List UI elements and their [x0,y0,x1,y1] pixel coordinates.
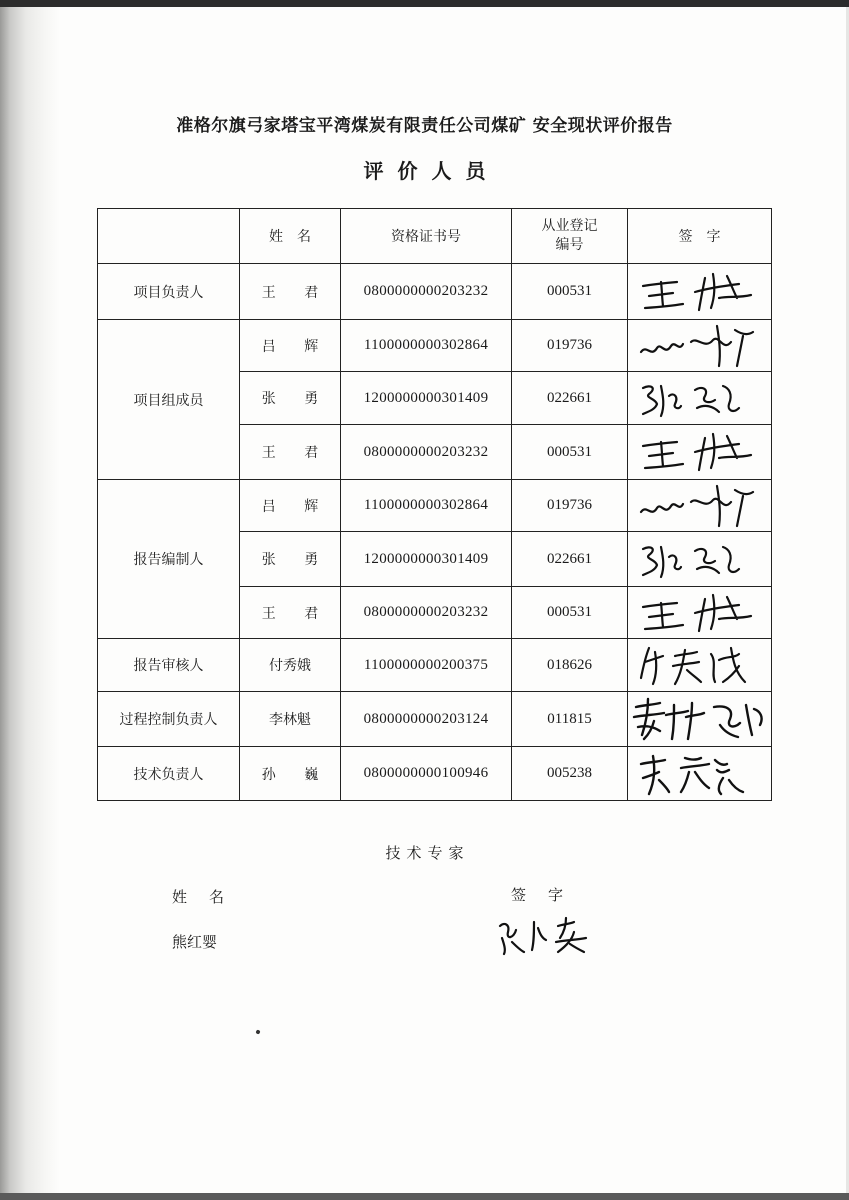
cert-cell: 1200000000301409 [341,532,512,587]
cert-cell: 1100000000200375 [341,639,512,692]
name-cell: 孙 巍 [240,747,341,801]
signature-sun-wei [635,750,765,798]
name-cell: 张 勇 [240,532,341,587]
role-cell: 过程控制负责人 [98,692,240,747]
name-cell: 付秀娥 [240,639,341,692]
reg-cell: 022661 [512,372,628,425]
table-row [98,692,772,747]
signature-cell [628,425,772,480]
reg-cell: 019736 [512,480,628,532]
report-title: 准格尔旗弓家塔宝平湾煤炭有限责任公司煤矿 安全现状评价报告 [176,116,673,136]
signature-zhang-yong [635,374,765,422]
name-cell: 吕 辉 [240,480,341,532]
expert-signature-label: 签字 [511,886,586,904]
header-name: 姓名 [240,209,341,264]
cert-cell: 1200000000301409 [341,372,512,425]
signature-cell [628,480,772,532]
cert-cell: 0800000000203124 [341,692,512,747]
role-cell: 项目组成员 [98,320,240,480]
role-cell: 项目负责人 [98,264,240,320]
signature-wang-jun [635,589,765,637]
signature-xiong-hong-ying [494,914,594,956]
reg-cell: 005238 [512,747,628,801]
scan-top-edge [0,0,849,7]
name-cell: 李林魁 [240,692,341,747]
table-row [98,639,772,692]
header-reg [512,209,628,264]
expert-name-label: 姓名 [172,888,247,906]
cert-cell: 0800000000203232 [341,587,512,639]
reg-cell: 022661 [512,532,628,587]
expert-name: 熊红婴 [172,933,218,951]
signature-li-lin-kui [630,695,770,743]
name-cell: 王 君 [240,264,341,320]
evaluation-staff-table [97,208,772,801]
signature-lv-hui [635,322,765,370]
role-cell: 报告审核人 [98,639,240,692]
signature-zhang-yong [635,535,765,583]
table-row [98,264,772,320]
signature-cell [628,320,772,372]
table-header-row [98,209,772,264]
role-cell: 报告编制人 [98,480,240,639]
table-row [98,320,772,372]
signature-cell [628,747,772,801]
header-role [98,209,240,264]
experts-heading: 技术专家 [385,844,470,862]
header-cert: 资格证书号 [341,209,512,264]
name-cell: 吕 辉 [240,320,341,372]
header-signature: 签字 [628,209,772,264]
cert-cell: 0800000000203232 [341,425,512,480]
signature-cell [628,532,772,587]
section-title: 评价人员 [363,159,500,183]
header-reg-line1: 从业登记 [541,218,598,234]
signature-wang-jun [635,428,765,476]
name-cell: 张 勇 [240,372,341,425]
header-reg-line2: 编号 [555,237,584,253]
signature-cell [628,264,772,320]
reg-cell: 000531 [512,264,628,320]
role-cell: 技术负责人 [98,747,240,801]
cert-cell: 0800000000100946 [341,747,512,801]
signature-cell [628,692,772,747]
scan-bottom-edge [0,1193,849,1200]
cert-cell: 0800000000203232 [341,264,512,320]
reg-cell: 000531 [512,587,628,639]
table-row [98,747,772,801]
signature-wang-jun [635,268,765,316]
reg-cell: 018626 [512,639,628,692]
table-row [98,480,772,532]
signature-lv-hui [635,482,765,530]
name-cell: 王 君 [240,587,341,639]
reg-cell: 019736 [512,320,628,372]
reg-cell: 000531 [512,425,628,480]
signature-cell [628,372,772,425]
cert-cell: 1100000000302864 [341,320,512,372]
signature-cell [628,587,772,639]
cert-cell: 1100000000302864 [341,480,512,532]
reg-cell: 011815 [512,692,628,747]
name-cell: 王 君 [240,425,341,480]
signature-cell [628,639,772,692]
signature-fu-xiu-e [635,642,765,688]
